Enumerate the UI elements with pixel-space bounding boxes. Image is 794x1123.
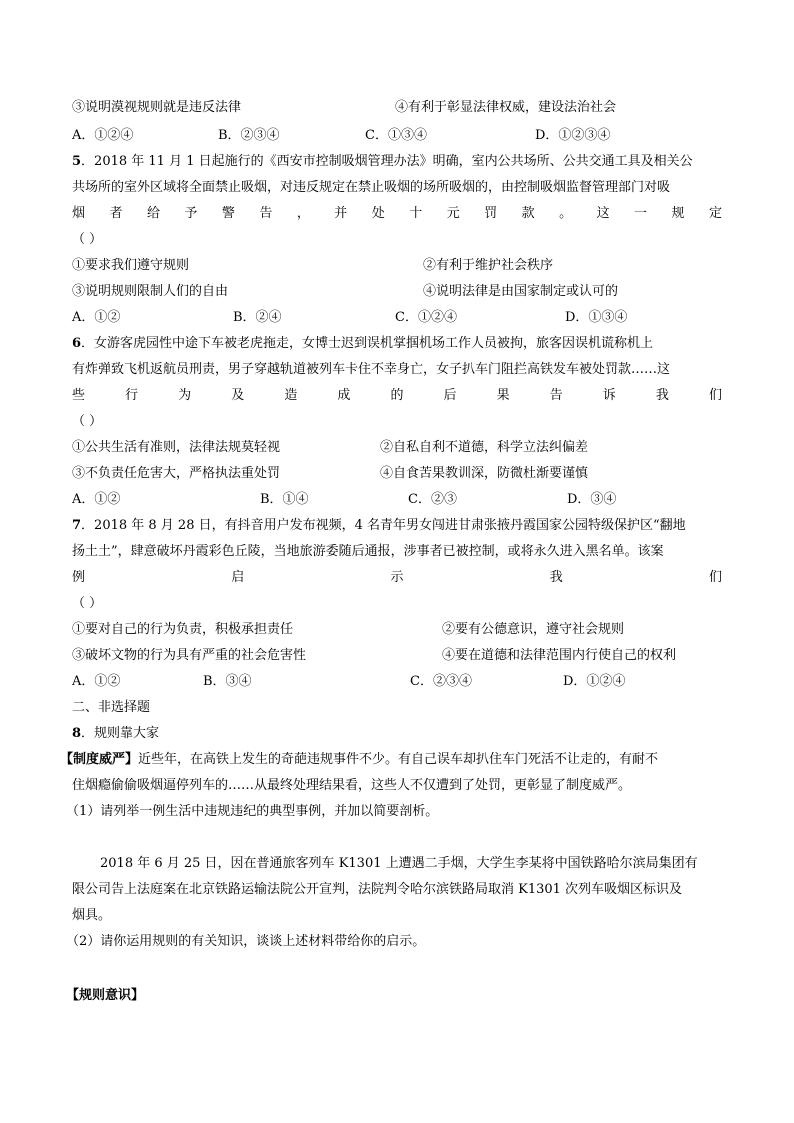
q5-stem-word: 烟 [72, 206, 86, 221]
q5-stem-word: 规 [671, 206, 685, 221]
q4-option-3: ③说明漠视规则就是违反法律 [72, 100, 242, 115]
q5-stem-word: 处 [371, 206, 385, 221]
q6-stem-line-3 [72, 386, 722, 406]
q6-stem-word: 们 [708, 388, 722, 403]
q7-stem-line-3 [72, 568, 722, 588]
q7-paren: （ ） [72, 596, 103, 611]
q5-number: 5 [72, 154, 82, 169]
q7-stem-line-2: 扬土土”，肆意破坏丹霞彩色丘陵，当地旅游委随后通报，涉事者已被控制，或将永久进入黑名单。该案 [72, 544, 664, 559]
q5-stem-word: 一 [634, 206, 648, 221]
q5-answer-c: C．①②④ [395, 310, 457, 325]
q8-number: 8 [72, 726, 82, 741]
material-1-line-2: 住烟瘾偷偷吸烟逼停列车的……从最终处理结果看，这些人不仅遭到了处罚，更彰显了制度威严。 [72, 778, 632, 793]
section-heading: 二、非选择题 [72, 700, 151, 715]
q5-stem-word: 告 [259, 206, 273, 221]
q5-option-1: ①要求我们遵守规则 [72, 258, 190, 273]
q5-stem-word: ， [296, 206, 310, 221]
material-1-text-1: 近些年，在高铁上发生的奇葩违规事件不少。有自己误车却扒住车门死活不让走的，有耐不 [138, 752, 659, 767]
q6-stem-text-1: ．女游客虎园性中途下车被老虎拖走，女博士迟到误机掌掴机场工作人员被拘，旅客因误机谎称机上 [81, 336, 654, 351]
tag-rule-awareness: 【规则意识】 [66, 988, 145, 1003]
q7-stem-word: 例 [72, 570, 86, 585]
q4-answer-d: D．①②③④ [535, 128, 611, 143]
q6-answer-d: D．③④ [567, 492, 617, 507]
q6-option-2: ②自私自利不道德，科学立法纠偏差 [380, 440, 589, 455]
q6-stem-word: 行 [125, 388, 139, 403]
q5-stem-word: 给 [146, 206, 160, 221]
q6-stem-word: 果 [496, 388, 510, 403]
q7-stem-word: 启 [231, 570, 245, 585]
q6-stem-word: 后 [443, 388, 457, 403]
q7-number: 7 [72, 518, 82, 533]
q6-paren: （ ） [72, 414, 103, 429]
q5-stem-word: 。 [559, 206, 573, 221]
q7-stem-word: 们 [708, 570, 722, 585]
material-2-line-1: 2018 年 6 月 25 日，因在普通旅客列车 K1301 上遭遇二手烟，大学生李某将中国铁路哈尔滨局集团有 [100, 856, 698, 871]
material-2-line-2: 限公司告上法庭案在北京铁路运输法院公开宣判，法院判令哈尔滨铁路局取消 K1301 次列车吸烟区标识及 [72, 882, 683, 897]
material-1-line-1 [60, 750, 658, 770]
q6-option-4: ④自食苦果教训深，防微杜渐要谨慎 [380, 466, 589, 481]
q5-stem-line-1 [72, 152, 693, 172]
q7-option-1: ①要对自己的行为负责，积极承担责任 [72, 622, 294, 637]
q5-stem-text-1: ．2018 年 11 月 1 日起施行的《西安市控制吸烟管理办法》明确，室内公共场所、公共交通工具及相关公 [81, 154, 693, 169]
q8-title [72, 724, 159, 744]
q4-answer-c: C．①③④ [365, 128, 427, 143]
q7-answer-c: C．②③④ [410, 674, 472, 689]
tag-institutional-authority: 【制度威严】 [60, 752, 139, 767]
q6-stem-word: 的 [390, 388, 404, 403]
q5-answer-a: A．①② [72, 310, 121, 325]
q5-stem-word: 十 [409, 206, 423, 221]
q7-stem-line-1 [72, 516, 686, 536]
q7-option-2: ②要有公德意识，遵守社会规则 [442, 622, 625, 637]
q5-stem-word: 罚 [484, 206, 498, 221]
q6-answer-a: A．①② [72, 492, 121, 507]
q6-stem-line-2: 有炸弹致飞机返航员刑责，男子穿越轨道被列车卡住不幸身亡，女子扒车门阻拦高铁发车被处罚款……这 [72, 362, 671, 377]
q6-number: 6 [72, 336, 82, 351]
q5-option-4: ④说明法律是由国家制定或认可的 [423, 284, 619, 299]
sub-question-1: （1）请列举一例生活中违规违纪的典型事例，并加以简要剖析。 [66, 804, 439, 819]
q5-stem-word: 警 [221, 206, 235, 221]
q7-answer-d: D．①②④ [563, 674, 626, 689]
q6-stem-word: 我 [655, 388, 669, 403]
q5-paren: （ ） [72, 232, 103, 247]
q4-answer-b: B．②③④ [218, 128, 280, 143]
q7-stem-text-1: ．2018 年 8 月 28 日，有抖音用户发布视频，4 名青年男女闯进甘肃张掖丹霞国家公园特级保护区“翻地 [81, 518, 686, 533]
q5-stem-word: 这 [596, 206, 610, 221]
q6-option-3: ③不负责任危害大，严格执法重处罚 [72, 466, 281, 481]
q6-stem-line-1 [72, 334, 653, 354]
sub-question-2: （2）请你运用规则的有关知识，谈谈上述材料带给你的启示。 [66, 934, 426, 949]
q6-stem-word: 为 [178, 388, 192, 403]
q5-option-2: ②有利于维护社会秩序 [423, 258, 554, 273]
material-2-line-3: 烟具。 [72, 908, 112, 923]
q5-stem-line-3 [72, 204, 722, 224]
q5-answer-b: B．②④ [233, 310, 282, 325]
q7-option-3: ③破坏文物的行为具有严重的社会危害性 [72, 648, 307, 663]
q7-stem-word: 我 [549, 570, 563, 585]
q7-stem-word: 示 [390, 570, 404, 585]
q5-stem-word: 予 [184, 206, 198, 221]
q6-stem-word: 成 [337, 388, 351, 403]
q4-answer-a: A．①②④ [72, 128, 134, 143]
q5-stem-line-2: 共场所的室外区域将全面禁止吸烟，对违反规定在禁止吸烟的场所吸烟的，由控制吸烟监督管理部门对吸 [72, 180, 671, 195]
q6-stem-word: 些 [72, 388, 86, 403]
q4-option-4: ④有利于彰显法律权威，建设法治社会 [395, 100, 617, 115]
q6-answer-c: C．②③ [408, 492, 457, 507]
q5-stem-word: 者 [109, 206, 123, 221]
q6-option-1: ①公共生活有准则，法律法规莫轻视 [72, 440, 281, 455]
q7-option-4: ④要在道德和法律范围内行使自己的权利 [442, 648, 677, 663]
q6-stem-word: 及 [231, 388, 245, 403]
q5-stem-word: 款 [521, 206, 535, 221]
q5-stem-word: 元 [446, 206, 460, 221]
q6-answer-b: B．①④ [260, 492, 309, 507]
q5-stem-word: 定 [708, 206, 722, 221]
q6-stem-word: 诉 [602, 388, 616, 403]
q6-stem-word: 造 [284, 388, 298, 403]
q5-option-3: ③说明规则限制人们的自由 [72, 284, 229, 299]
q6-stem-word: 告 [549, 388, 563, 403]
q7-answer-a: A．①② [72, 674, 121, 689]
q7-answer-b: B．③④ [203, 674, 252, 689]
q8-title-text: ．规则靠大家 [81, 726, 160, 741]
q5-stem-word: 并 [334, 206, 348, 221]
q5-answer-d: D．①③④ [565, 310, 628, 325]
